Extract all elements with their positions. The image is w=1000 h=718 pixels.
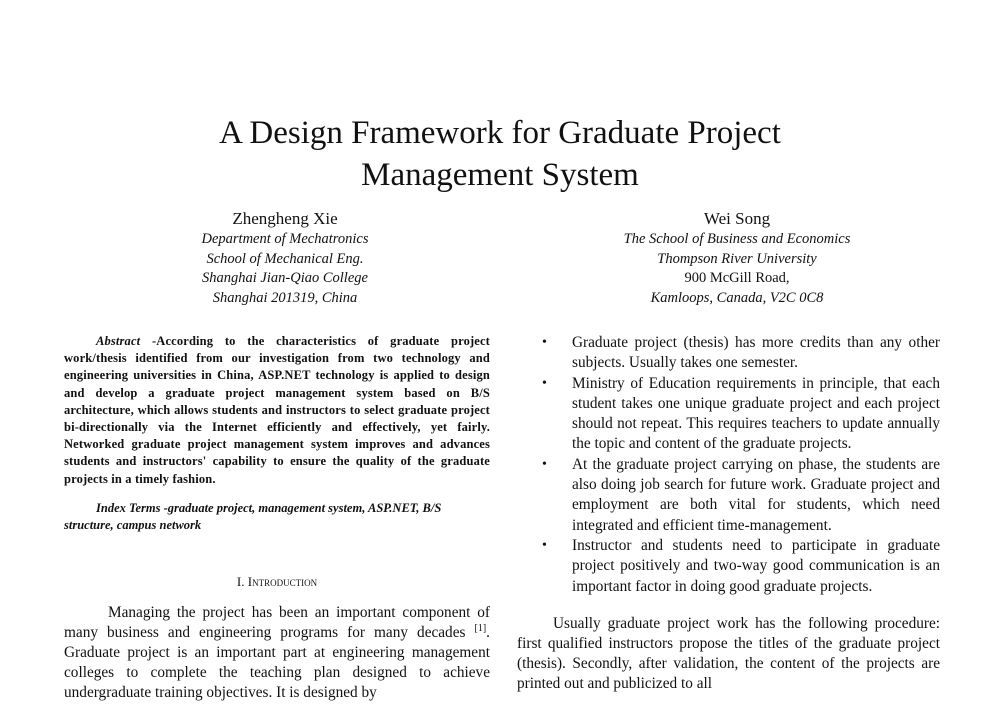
abstract-text: -According to the characteristics of graduate project work/thesis identified from our investigation from two technology and engineering universities in China, ASP.NET technology is applied to design and develop a graduate project management system based on B/S architecture, which allows students and instructors to select graduate project bi-directionally via the Internet efficiently and effectively, yet fairly. Networked graduate project management system improves and advances students and instructors' capability to ensure the quality of the graduate projects in a timely fashion. bbox=[64, 334, 490, 486]
abstract-lead: Abstract bbox=[96, 334, 141, 348]
paper-title bbox=[0, 112, 1000, 196]
list-item-text: Ministry of Education requirements in principle, that each student takes one unique graduate project and each project should not repeat. This requires teachers to update annually the topic and content of the graduate projects. bbox=[572, 374, 940, 453]
list-item bbox=[517, 374, 940, 455]
bullet-icon: • bbox=[542, 375, 547, 391]
affiliation-line: Department of Mechatronics bbox=[201, 231, 369, 247]
affiliation-line: 900 McGill Road, bbox=[684, 270, 790, 286]
bullet-icon: • bbox=[542, 335, 547, 350]
title-line-1: A Design Framework for Graduate Project bbox=[219, 115, 781, 151]
index-terms: Index Terms -graduate project, management system, ASP.NET, B/S structure, campus network bbox=[64, 500, 442, 533]
affiliation-line: Shanghai 201319, China bbox=[212, 289, 358, 306]
intro-text-2: . Graduate project is an important part at engineering management colleges to complete the teaching plan designed to achieve undergraduate training objectives. It is designed by bbox=[64, 623, 490, 701]
section-number: I. bbox=[236, 573, 248, 589]
affiliation-line: Shanghai Jian-Qiao College bbox=[202, 270, 368, 286]
title-line-2: Management System bbox=[361, 157, 639, 193]
list-item-text: Instructor and students need to participate in graduate project positively and two-way good communication is an important factor in doing good graduate projects. bbox=[572, 536, 940, 595]
intro-text-1: Managing the project has been an important component of many business and engineering programs for many decades bbox=[64, 603, 490, 641]
characteristics-list bbox=[517, 333, 940, 597]
list-item-text: Graduate project (thesis) has more credits than any other subjects. Usually takes one semester. bbox=[572, 334, 940, 372]
affiliation-line: Thompson River University bbox=[657, 250, 817, 267]
intro-paragraph bbox=[64, 603, 490, 703]
bullet-icon: • bbox=[542, 537, 547, 553]
bullet-icon: • bbox=[542, 456, 547, 472]
section-title: Introduction bbox=[247, 573, 318, 589]
affiliation-line: School of Mechanical Eng. bbox=[206, 250, 364, 267]
procedure-paragraph: Usually graduate project work has the following procedure: first qualified instructors propose the titles of the graduate project (thesis). Secondly, after validation, the content of the projects are printed out and publicized to all bbox=[517, 614, 940, 692]
list-item bbox=[517, 333, 940, 374]
list-item bbox=[517, 455, 940, 536]
affiliation-line: The School of Business and Economics bbox=[623, 231, 851, 247]
list-item bbox=[517, 536, 940, 597]
author-affiliation bbox=[567, 230, 907, 308]
author-name: Wei Song bbox=[703, 209, 771, 228]
author-name: Zhengheng Xie bbox=[232, 209, 338, 228]
affiliation-line: Kamloops, Canada, V2C 0C8 bbox=[650, 289, 824, 306]
section-heading-introduction bbox=[64, 573, 490, 591]
list-item-text: At the graduate project carrying on phase, the students are also doing job search for future work. Graduate project and employment are both vital for students, which need integrated and efficient time-management. bbox=[572, 455, 940, 534]
left-column bbox=[64, 333, 490, 703]
author-block-2 bbox=[567, 208, 907, 308]
right-column bbox=[517, 333, 940, 694]
author-affiliation bbox=[160, 230, 410, 308]
author-block-1 bbox=[160, 208, 410, 308]
abstract bbox=[64, 333, 490, 488]
citation-ref: [1] bbox=[474, 622, 487, 634]
